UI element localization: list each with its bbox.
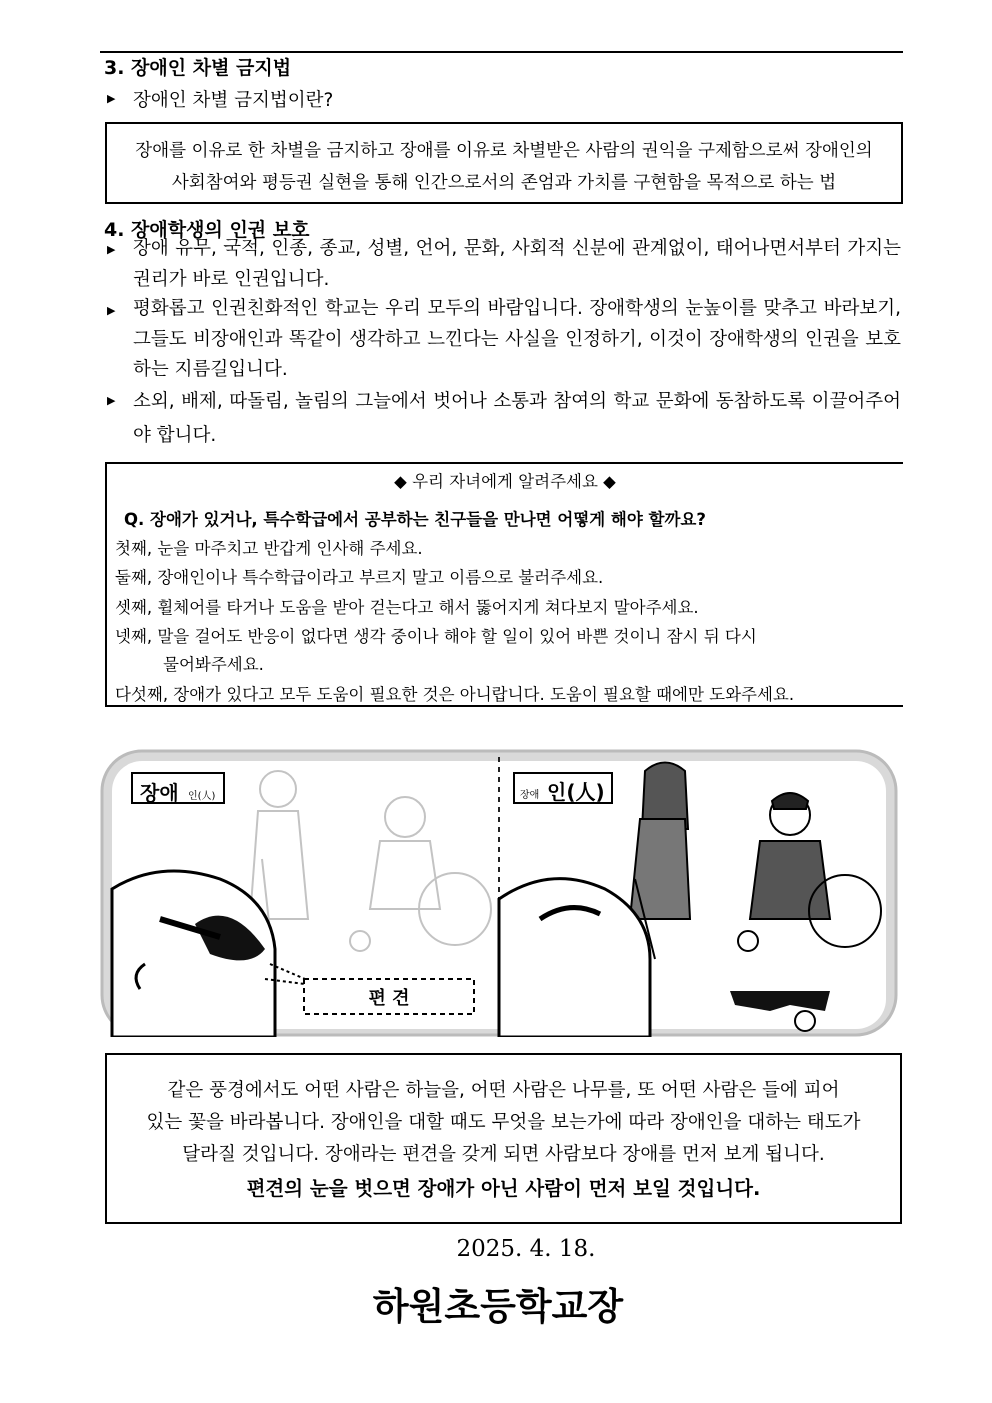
tips-box [105, 462, 903, 707]
bias-illustration [100, 749, 898, 1037]
closing-line: 있는 꽃을 바라봅니다. 장애인을 대할 때도 무엇을 보는가에 따라 장애인을 대하는 태도가 [146, 1112, 861, 1133]
section3-heading: 3. 장애인 차별 금지법 [104, 57, 292, 79]
tips-title: ◆ 우리 자녀에게 알려주세요 ◆ [394, 472, 616, 491]
definition-line: 장애를 이유로 한 차별을 금지하고 장애를 이유로 차별받은 사람의 권익을 구제함으로써 장애인의 [135, 141, 873, 161]
tips-answer: 다섯째, 장애가 있다고 모두 도움이 필요한 것은 아니랍니다. 도움이 필요할 때에만 도와주세요. [115, 685, 795, 704]
left-label-small: 인(人) [188, 791, 216, 802]
bullet-triangle-icon: ▶ [107, 92, 116, 105]
right-label-big: 인(人) [547, 780, 605, 804]
bias-label: 편 견 [368, 988, 410, 1009]
tips-answer: 셋째, 휠체어를 타거나 도움을 받아 걷는다고 해서 뚫어지게 쳐다보지 말아주세요. [115, 598, 699, 617]
tips-answer: 둘째, 장애인이나 특수학급이라고 부르지 말고 이름으로 불러주세요. [115, 568, 604, 587]
bullet-triangle-icon: ▶ [107, 394, 116, 407]
tips-answer: 첫째, 눈을 마주치고 반갑게 인사해 주세요. [115, 539, 423, 558]
closing-line: 같은 풍경에서도 어떤 사람은 하늘을, 어떤 사람은 나무를, 또 어떤 사람은 들에 피어 [167, 1080, 840, 1101]
bullet-triangle-icon: ▶ [107, 304, 116, 317]
principal-signature: 하원초등학교장 [372, 1285, 624, 1328]
tips-answer: 넷째, 말을 걸어도 반응이 없다면 생각 중이나 해야 할 일이 있어 바쁜 것이니 잠시 뒤 다시 [115, 627, 757, 646]
definition-box [105, 122, 903, 204]
left-label-big: 장애 [140, 781, 179, 805]
bias-cartoon [100, 749, 898, 1037]
closing-line: 달라질 것입니다. 장애라는 편견을 갖게 되면 사람보다 장애를 먼저 보게 됩니다. [182, 1144, 825, 1165]
right-label-small: 장애 [520, 790, 540, 801]
bullet-triangle-icon: ▶ [107, 243, 116, 256]
section4-heading: 4. 장애학생의 인권 보호 [104, 219, 310, 241]
section4-bullet-1: 장애 유무, 국적, 인종, 종교, 성별, 언어, 문화, 사회적 신분에 관계없이, 태어나면서부터 가지는 권리가 바로 인권입니다. [133, 238, 901, 290]
definition-line: 사회참여와 평등권 실현을 통해 인간으로서의 존엄과 가치를 구현함을 목적으로 하는 법 [171, 173, 837, 193]
section4-bullet-3: 소외, 배제, 따돌림, 놀림의 그늘에서 벗어나 소통과 참여의 학교 문화에 동참하도록 이끌어주어야 합니다. [133, 391, 901, 446]
tips-question: Q. 장애가 있거나, 특수학급에서 공부하는 친구들을 만나면 어떻게 해야 할까요? [124, 510, 706, 529]
closing-box [105, 1053, 902, 1224]
closing-emphasis: 편견의 눈을 벗으면 장애가 아닌 사람이 먼저 보일 것입니다. [246, 1177, 761, 1200]
tips-answer: 물어봐주세요. [163, 655, 264, 674]
issue-date: 2025. 4. 18. [456, 1236, 596, 1262]
section4-bullet-2: 평화롭고 인권친화적인 학교는 우리 모두의 바람입니다. 장애학생의 눈높이를 맞추고 바라보기, 그들도 비장애인과 똑같이 생각하고 느낀다는 사실을 인정하기, 이것이 장애학생의 인권을 보호하는 지름길입니다. [133, 298, 901, 380]
